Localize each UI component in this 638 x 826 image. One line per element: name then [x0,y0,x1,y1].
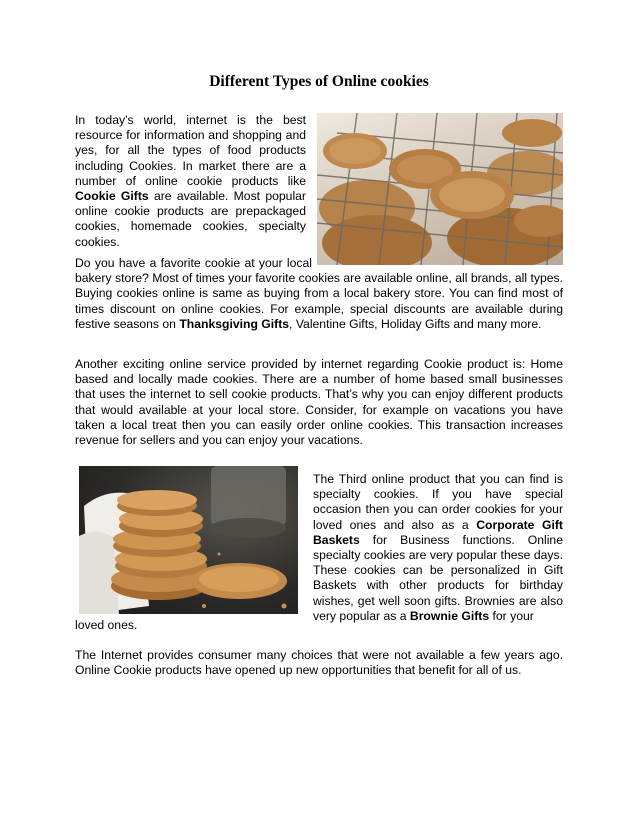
paragraph-bakery-body: Do you have a favorite cookie at your local bakery store? Most of times your favorite cookies are available online, all brands, all types. Buying cookies online is same as buying from a local bakery store. You can find most of times discount on online cookies. For example, special discounts are available during festive seasons on Thanksgiving Gifts, Valentine Gifts, Holiday Gifts and many more. [75,256,563,331]
thanksgiving-gifts-link[interactable]: Thanksgiving Gifts [179,316,290,331]
paragraph-intro: In today’s world, internet is the best resource for information and shopping and yes, for all the types of food products including Cookies. In market there are a number of online cookie products like Cookie Gifts are available. Most popular online cookie products are prepackaged cookies, homemade cookies, specialty cookies. [75,113,306,249]
cookies-on-cooling-rack-image [317,113,563,265]
corporate-gift-baskets-link[interactable]: Corporate Gift Baskets [313,517,563,547]
brownie-gifts-link[interactable]: Brownie Gifts [409,608,490,623]
paragraph-conclusion: The Internet provides consumer many choices that were not available a few years ago. Online Cookie products have opened up new opportunities that benefit for all of us. [75,648,563,678]
paragraph-specialty-end: loved ones. [75,618,138,632]
stacked-cookies-image [79,466,298,614]
cookie-gifts-link[interactable]: Cookie Gifts [75,189,149,204]
paragraph-home-based: Another exciting online service provided by internet regarding Cookie product is: Home based and locally made cookies. There are a number of home based small businesses that uses the internet to sell cookie products. That’s why you can enjoy different products that would available at your local store. Consider, for example on vacations you have taken a local treat then you can easily order online cookies. This transaction increases revenue for sellers and you can enjoy your vacations. [75,357,563,448]
paragraph-specialty: The Third online product that you can find is specialty cookies. If you have special occasion then you can order cookies for your loved ones and also as a Corporate Gift Baskets for Business functions. Online specialty cookies are very popular these days. These cookies can be personalized in Gift Baskets with other products for birthday wishes, get well soon gifts. Brownies are also very popular as a Brownie Gifts for your [313,472,563,623]
document-title: Different Types of Online cookies [209,73,429,90]
